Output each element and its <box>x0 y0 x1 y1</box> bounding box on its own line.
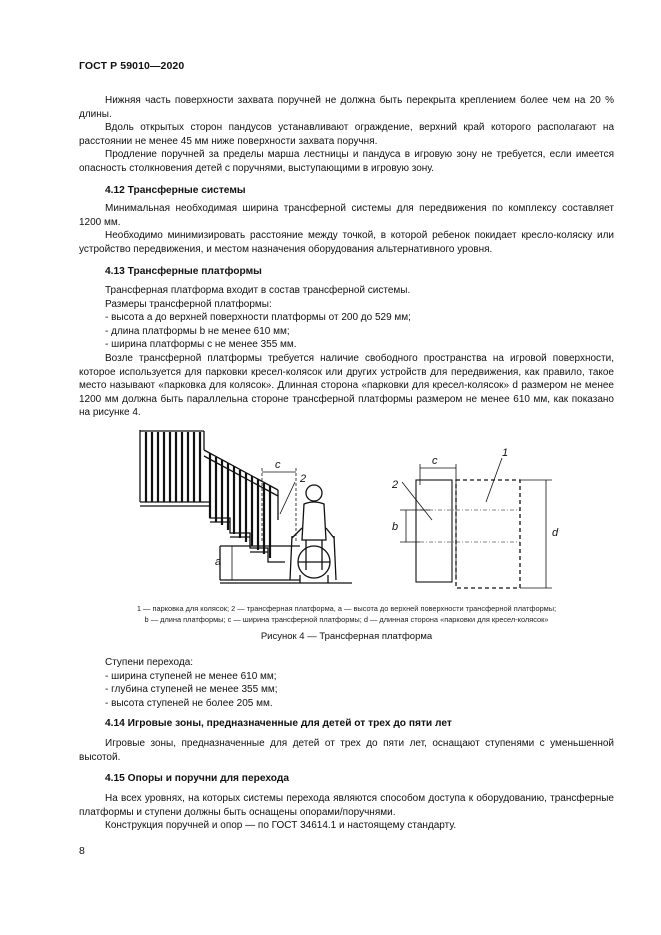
list-item: - ширина платформы с не менее 355 мм. <box>105 339 297 351</box>
paragraph: Размеры трансферной платформы: <box>105 298 272 310</box>
paragraph: Продление поручней за пределы марша лестницы и пандуса в игровую зону не требуется, если имеется опасность столкновения детей с поручнями, выступающими в игровую зону. <box>79 149 614 174</box>
handrail-text-block <box>79 94 614 176</box>
section-title-4-12: 4.12 Трансферные системы <box>105 185 246 196</box>
paragraph: Вдоль открытых сторон пандусов устанавливают ограждение, верхний край которого располагают на расстоянии не менее 45 мм ниже поверхности захвата поручня. <box>79 122 614 147</box>
section-4-12-body <box>79 202 614 256</box>
list-item: - высота ступеней не более 205 мм. <box>105 697 273 709</box>
page-number: 8 <box>79 845 85 857</box>
wheelchair-user-drawing <box>290 485 336 583</box>
figure-4-transfer-platform <box>120 430 580 605</box>
paragraph: Трансферная платформа входит в состав трансферной системы. <box>105 285 411 296</box>
list-item: - ширина ступеней не менее 610 мм; <box>105 670 277 682</box>
list-item: - длина платформы b не менее 610 мм; <box>105 325 290 337</box>
steps-list <box>79 656 614 710</box>
figure-caption <box>79 603 614 625</box>
section-4-13-body <box>79 284 614 420</box>
label-c-right: c <box>432 455 438 467</box>
paragraph: Необходимо минимизировать расстояние между точкой, в которой ребенок покидает кресло-коляску или устройство передвижения, и местом назначения оборудования альтернативного уровня. <box>79 230 614 255</box>
section-title-4-15: 4.15 Опоры и поручни для перехода <box>105 773 290 784</box>
label-2-right: 2 <box>392 479 399 491</box>
standard-header: ГОСТ Р 59010—2020 <box>79 60 185 72</box>
paragraph: Возле трансферной платформы требуется наличие свободного пространства на игровой поверхности, которое используется для парковки кресел-колясок или других устройств для передвижения, как правило, такое место называют «парковка для колясок». Длинная сторона «парковки для кресел-колясок» d размером не менее 1200 мм должна быть параллельна стороне трансферной платформы размером не менее 610 мм, как показано на рисунке 4. <box>79 352 614 419</box>
label-1: 1 <box>502 447 509 459</box>
section-4-14-body <box>79 737 614 764</box>
paragraph: Нижняя часть поверхности захвата поручней не должна быть перекрыта креплением более чем на 20 % длины. <box>79 95 614 120</box>
paragraph: Минимальная необходимая ширина трансферной системы для передвижения по комплексу составляет 1200 мм. <box>79 203 614 228</box>
section-title-4-13: 4.13 Трансферные платформы <box>105 266 262 277</box>
list-item: - глубина ступеней не менее 355 мм; <box>105 684 278 696</box>
label-c-left: c <box>275 459 281 471</box>
caption-line: b — длина платформы; с — ширина трансферной платформы; d — длинная сторона «парковки для кресел-колясок» <box>144 615 549 624</box>
label-a: a <box>215 556 222 568</box>
paragraph: Ступени перехода: <box>105 657 194 668</box>
paragraph: Игровые зоны, предназначенные для детей от трех до пяти лет, оснащают ступенями с уменьшенной высотой. <box>79 738 614 763</box>
label-d: d <box>552 527 559 539</box>
label-b: b <box>392 521 399 533</box>
section-4-15-body <box>79 792 614 833</box>
plan-view-drawing <box>400 458 552 588</box>
figure-title: Рисунок 4 — Трансферная платформа <box>260 631 433 642</box>
paragraph: Конструкция поручней и опор — по ГОСТ 34614.1 и настоящему стандарту. <box>105 820 457 832</box>
caption-line: 1 — парковка для колясок; 2 — трансферная платформа, а — высота до верхней поверхности трансферной платформы; <box>136 604 557 613</box>
paragraph: На всех уровнях, на которых системы перехода являются способом доступа к оборудованию, трансферные платформы и ступени должны быть оснащены опорами/поручнями. <box>79 793 614 818</box>
label-2-left: 2 <box>300 473 307 485</box>
section-title-4-14: 4.14 Игровые зоны, предназначенные для детей от трех до пяти лет <box>105 718 452 729</box>
list-item: - высота а до верхней поверхности платформы от 200 до 529 мм; <box>105 312 411 324</box>
stair-railing-drawing <box>140 430 285 562</box>
